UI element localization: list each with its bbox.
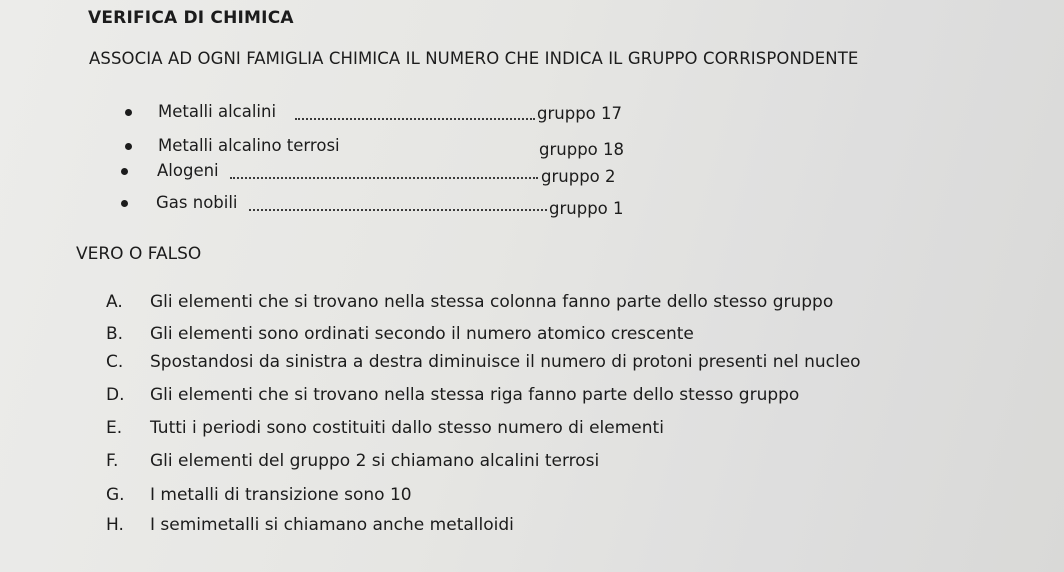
item-text: Tutti i periodi sono costituiti dallo stesso numero di elementi	[150, 418, 664, 438]
family-label: Metalli alcalini	[158, 102, 277, 121]
matching-item	[125, 102, 645, 126]
item-letter: D.	[106, 385, 125, 405]
group-label: gruppo 17	[537, 104, 622, 123]
true-false-item	[106, 352, 861, 372]
bullet-icon	[125, 109, 132, 116]
item-letter: H.	[106, 515, 124, 535]
family-label: Metalli alcalino terrosi	[158, 136, 340, 155]
item-letter: C.	[106, 352, 124, 372]
bullet-icon	[121, 200, 128, 207]
true-false-item	[106, 385, 799, 405]
item-text: I metalli di transizione sono 10	[150, 485, 412, 505]
family-label: Alogeni	[157, 161, 219, 180]
answer-line[interactable]	[230, 177, 538, 179]
matching-item	[121, 193, 641, 217]
matching-instruction: ASSOCIA AD OGNI FAMIGLIA CHIMICA IL NUMERO CHE INDICA IL GRUPPO CORRISPONDENTE	[89, 49, 859, 68]
bullet-icon	[125, 143, 132, 150]
true-false-item	[106, 418, 664, 438]
bullet-icon	[121, 168, 128, 175]
item-letter: E.	[106, 418, 123, 438]
item-text: Spostandosi da sinistra a destra diminuisce il numero di protoni presenti nel nucleo	[150, 352, 861, 372]
true-false-item	[106, 515, 514, 535]
matching-item	[125, 136, 645, 160]
group-label: gruppo 2	[541, 167, 616, 186]
item-letter: A.	[106, 292, 123, 312]
item-letter: G.	[106, 485, 125, 505]
true-false-item	[106, 292, 833, 312]
item-text: Gli elementi che si trovano nella stessa riga fanno parte dello stesso gruppo	[150, 385, 800, 405]
item-text: Gli elementi del gruppo 2 si chiamano alcalini terrosi	[150, 451, 600, 471]
true-false-item	[106, 324, 694, 344]
matching-item	[121, 161, 641, 185]
true-false-title: VERO O FALSO	[76, 244, 202, 264]
group-label: gruppo 1	[549, 199, 624, 218]
page-title: VERIFICA DI CHIMICA	[88, 8, 294, 28]
family-label: Gas nobili	[156, 193, 238, 212]
item-letter: F.	[106, 451, 119, 471]
true-false-item	[106, 451, 599, 471]
answer-line[interactable]	[249, 209, 547, 211]
item-text: Gli elementi sono ordinati secondo il numero atomico crescente	[150, 324, 694, 344]
group-label: gruppo 18	[539, 140, 624, 159]
item-letter: B.	[106, 324, 124, 344]
true-false-item	[106, 485, 412, 505]
answer-line[interactable]	[295, 118, 535, 120]
item-text: I semimetalli si chiamano anche metalloidi	[150, 515, 514, 535]
item-text: Gli elementi che si trovano nella stessa colonna fanno parte dello stesso gruppo	[150, 292, 834, 312]
